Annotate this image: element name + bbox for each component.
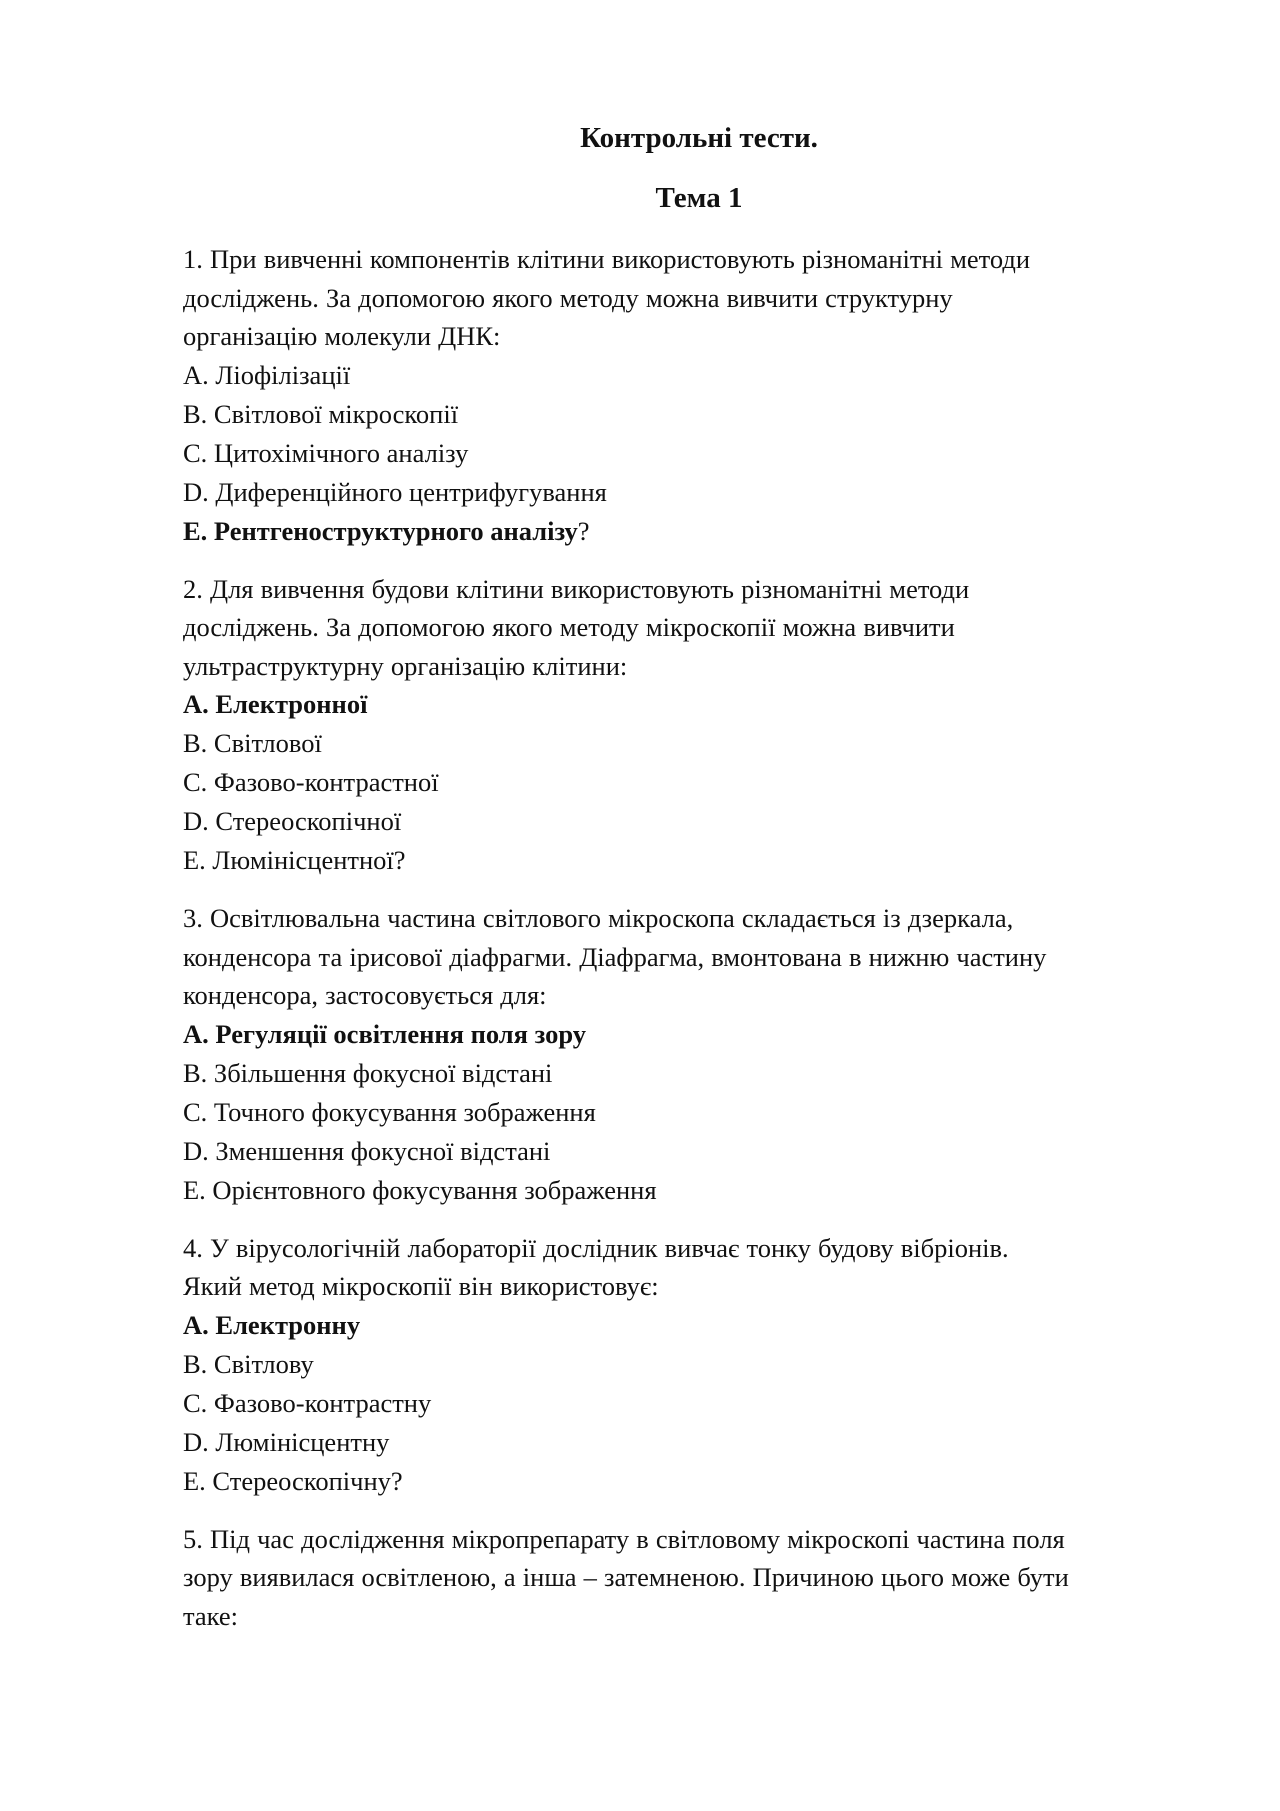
answer-option-text: B. Світлову — [183, 1348, 314, 1379]
question-block — [183, 570, 1193, 881]
answer-option-text: C. Фазово-контрастної — [183, 767, 439, 797]
answer-option-text: D. Стереоскопічної — [183, 806, 402, 836]
question-list — [183, 240, 1193, 1635]
answer-option-text: C. Фазово-контрастну — [183, 1387, 432, 1418]
answer-option-trailing-mark: ? — [577, 515, 590, 546]
answer-option — [183, 802, 1193, 841]
answer-option-text: E. Рентгеноструктурного аналізу — [183, 515, 578, 546]
question-block — [183, 899, 1193, 1210]
answer-option-text: A. Електронної — [183, 689, 368, 719]
answer-option-correct — [183, 512, 1193, 551]
answer-option — [183, 1132, 1193, 1171]
answer-option — [183, 724, 1193, 763]
question-block — [183, 1520, 1193, 1636]
answer-option — [183, 763, 1193, 802]
answer-option-text: A. Регуляції освітлення поля зору — [183, 1018, 586, 1049]
question-stem-line: конденсора та ірисової діафрагми. Діафрагма, вмонтована в нижню частину — [183, 941, 1047, 972]
question-stem-line: ультраструктурну організацію клітини: — [183, 650, 628, 681]
answer-option-text: D. Люмінісцентну — [183, 1426, 390, 1457]
answer-option — [183, 473, 1193, 512]
question-stem-line: організацію молекули ДНК: — [183, 321, 501, 351]
document-subtitle: Тема 1 — [655, 182, 743, 214]
question-stem-line: 5. Під час дослідження мікропрепарату в світловому мікроскопі частина поля — [183, 1523, 1065, 1554]
answer-option — [183, 1345, 1193, 1384]
question-stem-line: зору виявилася освітленою, а інша – затемненою. Причиною цього може бути — [183, 1562, 1069, 1592]
answer-option-correct — [183, 1015, 1193, 1054]
answer-option-text: E. Орієнтовного фокусування зображення — [183, 1174, 657, 1205]
document-title: Контрольні тести. — [580, 122, 818, 154]
answer-option — [183, 1462, 1193, 1501]
answer-option-correct — [183, 685, 1193, 724]
question-stem-line: досліджень. За допомогою якого методу мікроскопії можна вивчити — [183, 612, 955, 642]
answer-option-text: E. Люмінісцентної? — [183, 845, 406, 875]
answer-option-text: C. Цитохімічного аналізу — [183, 437, 469, 468]
document-content — [183, 118, 1193, 1654]
question-stem-line: 3. Освітлювальна частина світлового мікроскопа складається із дзеркала, — [183, 903, 1014, 933]
answer-option — [183, 1054, 1193, 1093]
question-stem-line: конденсора, застосовується для: — [183, 980, 547, 1010]
question-block — [183, 1229, 1193, 1501]
question-block — [183, 240, 1193, 551]
answer-option-text: B. Світлової мікроскопії — [183, 398, 459, 429]
question-stem-line: Який метод мікроскопії він використовує: — [183, 1271, 659, 1301]
answer-option — [183, 1384, 1193, 1423]
answer-option-text: D. Диференційного центрифугування — [183, 476, 607, 507]
answer-option — [183, 1171, 1193, 1210]
question-stem-line: досліджень. За допомогою якого методу можна вивчити структурну — [183, 282, 953, 313]
answer-option — [183, 395, 1193, 434]
question-stem-line: таке: — [183, 1600, 239, 1631]
answer-option-text: A. Електронну — [183, 1309, 361, 1340]
answer-option — [183, 1093, 1193, 1132]
answer-option-text: A. Ліофілізації — [183, 359, 351, 390]
answer-option — [183, 841, 1193, 880]
answer-option-text: E. Стереоскопічну? — [183, 1465, 403, 1496]
answer-option-text: B. Світлової — [183, 728, 322, 758]
answer-option — [183, 1423, 1193, 1462]
question-stem-line: 1. При вивченні компонентів клітини використовують різноманітні методи — [183, 244, 1031, 274]
question-stem-line: 4. У вірусологічній лабораторії дослідник вивчає тонку будову вібріонів. — [183, 1232, 1009, 1263]
answer-option — [183, 434, 1193, 473]
answer-option — [183, 356, 1193, 395]
answer-option-text: B. Збільшення фокусної відстані — [183, 1057, 553, 1088]
answer-option-text: C. Точного фокусування зображення — [183, 1096, 596, 1127]
answer-option-correct — [183, 1306, 1193, 1345]
question-stem-line: 2. Для вивчення будови клітини використовують різноманітні методи — [183, 573, 970, 604]
answer-option-text: D. Зменшення фокусної відстані — [183, 1135, 551, 1166]
